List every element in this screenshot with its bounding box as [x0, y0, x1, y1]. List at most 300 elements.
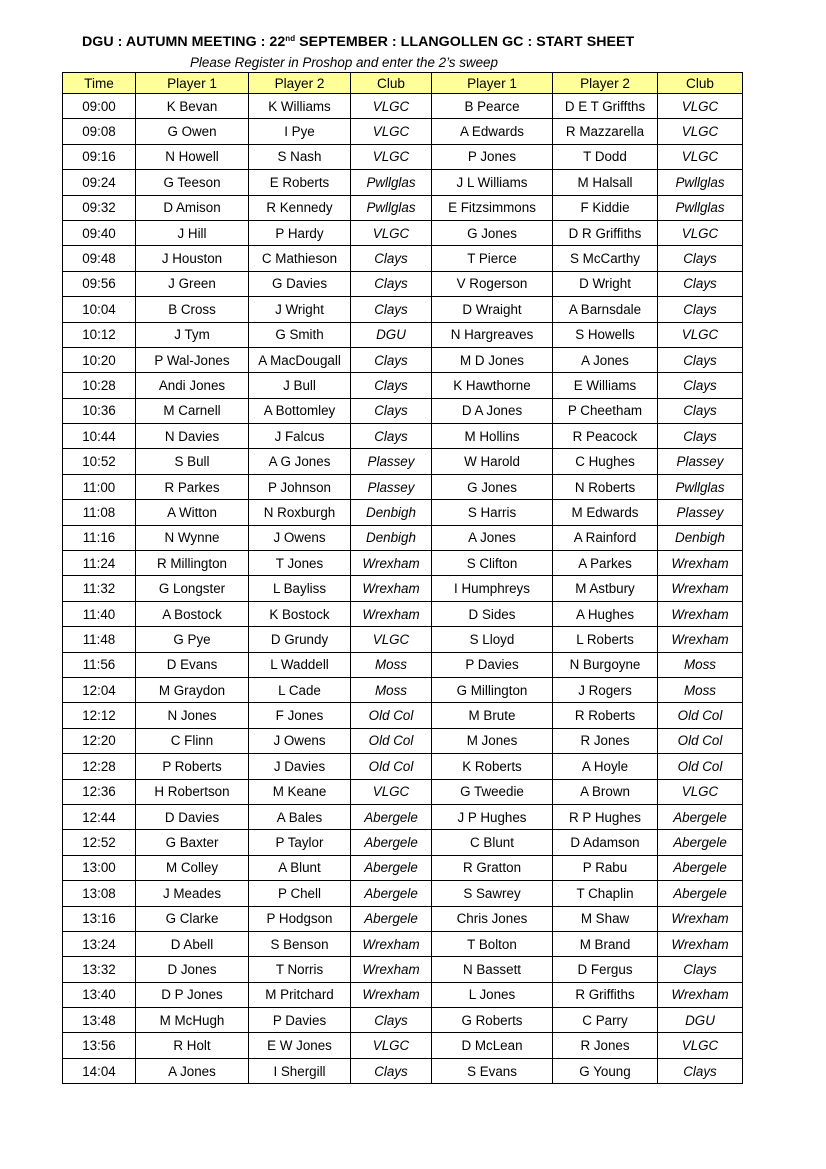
player-1-cell: J Meades — [136, 881, 249, 906]
player-1-cell: B Cross — [136, 297, 249, 322]
club-second-pair-cell: Clays — [658, 398, 743, 423]
player-1-cell: J Green — [136, 271, 249, 296]
player-2-second-pair-cell: M Astbury — [553, 576, 658, 601]
player-2-second-pair-cell: M Brand — [553, 931, 658, 956]
club-cell: Wrexham — [351, 957, 432, 982]
start-sheet-body — [63, 94, 743, 1084]
tee-time-cell: 12:36 — [63, 779, 136, 804]
player-1-second-pair-cell: D Wraight — [432, 297, 553, 322]
player-1-second-pair-cell: L Jones — [432, 982, 553, 1007]
player-1-cell: G Owen — [136, 119, 249, 144]
player-1-second-pair-cell: K Hawthorne — [432, 373, 553, 398]
player-1-second-pair-cell: D A Jones — [432, 398, 553, 423]
start-sheet-table — [62, 72, 743, 1084]
club-cell: Wrexham — [351, 931, 432, 956]
club-second-pair-cell: Clays — [658, 271, 743, 296]
club-cell: DGU — [351, 322, 432, 347]
player-2-cell: K Bostock — [249, 601, 351, 626]
club-second-pair-cell: Plassey — [658, 500, 743, 525]
club-cell: VLGC — [351, 1033, 432, 1058]
player-1-second-pair-cell: K Roberts — [432, 754, 553, 779]
player-1-second-pair-cell: T Bolton — [432, 931, 553, 956]
player-2-second-pair-cell: P Cheetham — [553, 398, 658, 423]
club-second-pair-cell: Moss — [658, 677, 743, 702]
player-2-second-pair-cell: A Jones — [553, 347, 658, 372]
table-row — [63, 322, 743, 347]
tee-time-cell: 12:20 — [63, 728, 136, 753]
player-1-second-pair-cell: V Rogerson — [432, 271, 553, 296]
club-second-pair-cell: VLGC — [658, 144, 743, 169]
player-1-second-pair-cell: N Bassett — [432, 957, 553, 982]
table-row — [63, 703, 743, 728]
tee-time-cell: 11:48 — [63, 627, 136, 652]
table-row — [63, 94, 743, 119]
table-row — [63, 474, 743, 499]
player-2-second-pair-cell: A Brown — [553, 779, 658, 804]
player-2-second-pair-cell: C Hughes — [553, 449, 658, 474]
tee-time-cell: 11:08 — [63, 500, 136, 525]
player-1-second-pair-cell: J L Williams — [432, 170, 553, 195]
club-cell: Old Col — [351, 754, 432, 779]
club-second-pair-cell: Abergele — [658, 881, 743, 906]
player-1-second-pair-cell: J P Hughes — [432, 804, 553, 829]
player-2-second-pair-cell: J Rogers — [553, 677, 658, 702]
player-1-second-pair-cell: G Jones — [432, 474, 553, 499]
tee-time-cell: 11:24 — [63, 551, 136, 576]
club-second-pair-cell: Abergele — [658, 855, 743, 880]
table-row — [63, 449, 743, 474]
player-2-cell: K Williams — [249, 94, 351, 119]
club-second-pair-cell: Old Col — [658, 703, 743, 728]
player-2-cell: T Jones — [249, 551, 351, 576]
player-2-second-pair-cell: N Roberts — [553, 474, 658, 499]
club-second-pair-cell: Wrexham — [658, 906, 743, 931]
tee-time-cell: 13:16 — [63, 906, 136, 931]
club-second-pair-cell: Wrexham — [658, 627, 743, 652]
title-text-end: SEPTEMBER : LLANGOLLEN GC : START SHEET — [295, 34, 635, 50]
table-row — [63, 398, 743, 423]
column-header-player-1-second-pair: Player 1 — [432, 73, 553, 94]
player-1-second-pair-cell: A Jones — [432, 525, 553, 550]
player-1-second-pair-cell: M Jones — [432, 728, 553, 753]
table-row — [63, 297, 743, 322]
tee-time-cell: 14:04 — [63, 1058, 136, 1083]
table-row — [63, 551, 743, 576]
player-2-second-pair-cell: M Edwards — [553, 500, 658, 525]
player-1-cell: Andi Jones — [136, 373, 249, 398]
club-second-pair-cell: DGU — [658, 1008, 743, 1033]
player-1-cell: G Clarke — [136, 906, 249, 931]
player-1-second-pair-cell: R Gratton — [432, 855, 553, 880]
club-cell: Clays — [351, 424, 432, 449]
player-2-cell: G Smith — [249, 322, 351, 347]
header-row — [63, 73, 743, 94]
player-1-cell: A Witton — [136, 500, 249, 525]
player-2-second-pair-cell: T Chaplin — [553, 881, 658, 906]
table-row — [63, 195, 743, 220]
club-second-pair-cell: Moss — [658, 652, 743, 677]
table-row — [63, 170, 743, 195]
club-cell: Abergele — [351, 830, 432, 855]
player-1-cell: M McHugh — [136, 1008, 249, 1033]
club-cell: Clays — [351, 246, 432, 271]
tee-time-cell: 13:00 — [63, 855, 136, 880]
club-cell: Wrexham — [351, 982, 432, 1007]
player-1-second-pair-cell: B Pearce — [432, 94, 553, 119]
table-row — [63, 144, 743, 169]
club-cell: Moss — [351, 652, 432, 677]
player-2-second-pair-cell: M Shaw — [553, 906, 658, 931]
club-cell: VLGC — [351, 220, 432, 245]
table-row — [63, 347, 743, 372]
table-row — [63, 906, 743, 931]
club-cell: Plassey — [351, 449, 432, 474]
club-second-pair-cell: Old Col — [658, 728, 743, 753]
player-1-cell: M Colley — [136, 855, 249, 880]
player-2-cell: P Taylor — [249, 830, 351, 855]
club-cell: VLGC — [351, 94, 432, 119]
tee-time-cell: 11:32 — [63, 576, 136, 601]
table-row — [63, 627, 743, 652]
player-1-second-pair-cell: T Pierce — [432, 246, 553, 271]
table-row — [63, 931, 743, 956]
table-row — [63, 373, 743, 398]
club-second-pair-cell: Wrexham — [658, 931, 743, 956]
player-1-cell: N Wynne — [136, 525, 249, 550]
club-second-pair-cell: Clays — [658, 424, 743, 449]
table-row — [63, 601, 743, 626]
player-2-cell: P Chell — [249, 881, 351, 906]
tee-time-cell: 13:08 — [63, 881, 136, 906]
column-header-player-2: Player 2 — [249, 73, 351, 94]
player-1-cell: D Amison — [136, 195, 249, 220]
club-cell: Pwllglas — [351, 170, 432, 195]
player-2-second-pair-cell: S McCarthy — [553, 246, 658, 271]
table-row — [63, 500, 743, 525]
player-2-cell: L Bayliss — [249, 576, 351, 601]
tee-time-cell: 09:24 — [63, 170, 136, 195]
player-2-second-pair-cell: D E T Griffths — [553, 94, 658, 119]
tee-time-cell: 12:12 — [63, 703, 136, 728]
player-1-cell: R Millington — [136, 551, 249, 576]
club-cell: Wrexham — [351, 576, 432, 601]
player-1-cell: J Hill — [136, 220, 249, 245]
player-1-cell: P Wal-Jones — [136, 347, 249, 372]
table-row — [63, 576, 743, 601]
player-1-cell: A Jones — [136, 1058, 249, 1083]
table-row — [63, 982, 743, 1007]
player-2-cell: N Roxburgh — [249, 500, 351, 525]
tee-time-cell: 09:56 — [63, 271, 136, 296]
player-2-cell: A Bottomley — [249, 398, 351, 423]
table-row — [63, 525, 743, 550]
page-title — [82, 34, 634, 50]
player-1-cell: G Teeson — [136, 170, 249, 195]
table-row — [63, 119, 743, 144]
tee-time-cell: 12:52 — [63, 830, 136, 855]
club-second-pair-cell: VLGC — [658, 322, 743, 347]
player-1-cell: D Jones — [136, 957, 249, 982]
player-2-second-pair-cell: R Peacock — [553, 424, 658, 449]
player-1-second-pair-cell: D Sides — [432, 601, 553, 626]
player-2-second-pair-cell: N Burgoyne — [553, 652, 658, 677]
player-2-cell: L Cade — [249, 677, 351, 702]
player-2-cell: M Pritchard — [249, 982, 351, 1007]
club-second-pair-cell: Clays — [658, 246, 743, 271]
tee-time-cell: 10:36 — [63, 398, 136, 423]
player-1-cell: N Howell — [136, 144, 249, 169]
club-cell: Wrexham — [351, 551, 432, 576]
club-cell: Clays — [351, 398, 432, 423]
player-1-cell: C Flinn — [136, 728, 249, 753]
player-2-second-pair-cell: F Kiddie — [553, 195, 658, 220]
tee-time-cell: 11:56 — [63, 652, 136, 677]
tee-time-cell: 12:28 — [63, 754, 136, 779]
club-second-pair-cell: Wrexham — [658, 982, 743, 1007]
player-2-second-pair-cell: M Halsall — [553, 170, 658, 195]
player-1-second-pair-cell: M D Jones — [432, 347, 553, 372]
player-2-second-pair-cell: D Wright — [553, 271, 658, 296]
tee-time-cell: 11:40 — [63, 601, 136, 626]
player-2-cell: L Waddell — [249, 652, 351, 677]
club-second-pair-cell: Plassey — [658, 449, 743, 474]
player-1-cell: D P Jones — [136, 982, 249, 1007]
column-header-club: Club — [351, 73, 432, 94]
club-cell: Pwllglas — [351, 195, 432, 220]
club-second-pair-cell: VLGC — [658, 1033, 743, 1058]
player-1-second-pair-cell: S Evans — [432, 1058, 553, 1083]
player-2-cell: I Shergill — [249, 1058, 351, 1083]
tee-time-cell: 11:16 — [63, 525, 136, 550]
player-1-cell: P Roberts — [136, 754, 249, 779]
tee-time-cell: 10:20 — [63, 347, 136, 372]
player-1-cell: N Davies — [136, 424, 249, 449]
tee-time-cell: 13:24 — [63, 931, 136, 956]
player-2-cell: A G Jones — [249, 449, 351, 474]
player-1-cell: M Carnell — [136, 398, 249, 423]
tee-time-cell: 09:40 — [63, 220, 136, 245]
player-2-second-pair-cell: R Mazzarella — [553, 119, 658, 144]
player-1-second-pair-cell: W Harold — [432, 449, 553, 474]
table-row — [63, 754, 743, 779]
player-1-cell: M Graydon — [136, 677, 249, 702]
table-row — [63, 246, 743, 271]
player-1-second-pair-cell: A Edwards — [432, 119, 553, 144]
player-1-cell: R Parkes — [136, 474, 249, 499]
player-2-cell: P Hodgson — [249, 906, 351, 931]
player-2-second-pair-cell: A Rainford — [553, 525, 658, 550]
club-cell: VLGC — [351, 119, 432, 144]
player-2-second-pair-cell: S Howells — [553, 322, 658, 347]
club-cell: Denbigh — [351, 500, 432, 525]
tee-time-cell: 10:44 — [63, 424, 136, 449]
player-1-second-pair-cell: M Brute — [432, 703, 553, 728]
player-1-second-pair-cell: D McLean — [432, 1033, 553, 1058]
player-1-second-pair-cell: S Lloyd — [432, 627, 553, 652]
player-2-second-pair-cell: R Jones — [553, 728, 658, 753]
player-2-second-pair-cell: D Adamson — [553, 830, 658, 855]
club-second-pair-cell: Clays — [658, 297, 743, 322]
player-2-cell: T Norris — [249, 957, 351, 982]
club-second-pair-cell: Pwllglas — [658, 170, 743, 195]
club-second-pair-cell: Abergele — [658, 804, 743, 829]
player-1-cell: G Pye — [136, 627, 249, 652]
tee-time-cell: 09:00 — [63, 94, 136, 119]
club-second-pair-cell: VLGC — [658, 220, 743, 245]
club-second-pair-cell: Wrexham — [658, 551, 743, 576]
table-row — [63, 830, 743, 855]
club-second-pair-cell: Clays — [658, 1058, 743, 1083]
column-header-club-second-pair: Club — [658, 73, 743, 94]
player-2-cell: C Mathieson — [249, 246, 351, 271]
player-2-cell: P Hardy — [249, 220, 351, 245]
table-row — [63, 1008, 743, 1033]
club-second-pair-cell: VLGC — [658, 119, 743, 144]
table-row — [63, 677, 743, 702]
player-1-cell: D Evans — [136, 652, 249, 677]
club-cell: Old Col — [351, 703, 432, 728]
tee-time-cell: 13:40 — [63, 982, 136, 1007]
player-2-cell: D Grundy — [249, 627, 351, 652]
club-second-pair-cell: Old Col — [658, 754, 743, 779]
player-2-cell: G Davies — [249, 271, 351, 296]
player-1-second-pair-cell: N Hargreaves — [432, 322, 553, 347]
tee-time-cell: 09:16 — [63, 144, 136, 169]
player-1-second-pair-cell: S Sawrey — [432, 881, 553, 906]
table-row — [63, 220, 743, 245]
player-2-second-pair-cell: T Dodd — [553, 144, 658, 169]
player-2-cell: P Davies — [249, 1008, 351, 1033]
tee-time-cell: 12:44 — [63, 804, 136, 829]
player-1-second-pair-cell: M Hollins — [432, 424, 553, 449]
column-header-time: Time — [63, 73, 136, 94]
club-second-pair-cell: Abergele — [658, 830, 743, 855]
club-cell: Clays — [351, 347, 432, 372]
player-1-second-pair-cell: S Clifton — [432, 551, 553, 576]
table-row — [63, 1058, 743, 1083]
club-cell: Abergele — [351, 881, 432, 906]
club-cell: Clays — [351, 373, 432, 398]
tee-time-cell: 13:32 — [63, 957, 136, 982]
tee-time-cell: 10:12 — [63, 322, 136, 347]
table-row — [63, 804, 743, 829]
player-1-second-pair-cell: S Harris — [432, 500, 553, 525]
player-2-cell: J Falcus — [249, 424, 351, 449]
player-2-cell: A Blunt — [249, 855, 351, 880]
player-1-cell: D Davies — [136, 804, 249, 829]
tee-time-cell: 10:04 — [63, 297, 136, 322]
club-cell: Abergele — [351, 906, 432, 931]
player-2-second-pair-cell: P Rabu — [553, 855, 658, 880]
table-row — [63, 271, 743, 296]
player-2-second-pair-cell: R Jones — [553, 1033, 658, 1058]
player-1-cell: H Robertson — [136, 779, 249, 804]
player-1-second-pair-cell: P Jones — [432, 144, 553, 169]
club-cell: VLGC — [351, 627, 432, 652]
player-2-cell: M Keane — [249, 779, 351, 804]
club-second-pair-cell: Denbigh — [658, 525, 743, 550]
player-1-second-pair-cell: G Roberts — [432, 1008, 553, 1033]
tee-time-cell: 12:04 — [63, 677, 136, 702]
player-2-second-pair-cell: D R Griffiths — [553, 220, 658, 245]
club-second-pair-cell: VLGC — [658, 94, 743, 119]
player-2-cell: A MacDougall — [249, 347, 351, 372]
club-cell: VLGC — [351, 144, 432, 169]
club-cell: Clays — [351, 1008, 432, 1033]
tee-time-cell: 13:56 — [63, 1033, 136, 1058]
table-row — [63, 881, 743, 906]
tee-time-cell: 09:08 — [63, 119, 136, 144]
player-1-cell: K Bevan — [136, 94, 249, 119]
player-2-cell: E W Jones — [249, 1033, 351, 1058]
player-2-cell: R Kennedy — [249, 195, 351, 220]
player-2-second-pair-cell: A Hughes — [553, 601, 658, 626]
club-cell: Plassey — [351, 474, 432, 499]
player-1-cell: J Houston — [136, 246, 249, 271]
player-2-second-pair-cell: D Fergus — [553, 957, 658, 982]
table-row — [63, 424, 743, 449]
club-second-pair-cell: Wrexham — [658, 576, 743, 601]
player-2-second-pair-cell: A Hoyle — [553, 754, 658, 779]
table-row — [63, 1033, 743, 1058]
table-row — [63, 728, 743, 753]
club-second-pair-cell: Clays — [658, 347, 743, 372]
tee-time-cell: 13:48 — [63, 1008, 136, 1033]
player-2-cell: S Nash — [249, 144, 351, 169]
player-1-second-pair-cell: P Davies — [432, 652, 553, 677]
player-2-cell: J Owens — [249, 728, 351, 753]
player-2-cell: P Johnson — [249, 474, 351, 499]
player-2-cell: A Bales — [249, 804, 351, 829]
tee-time-cell: 09:32 — [63, 195, 136, 220]
player-1-cell: G Baxter — [136, 830, 249, 855]
player-1-cell: N Jones — [136, 703, 249, 728]
player-1-cell: J Tym — [136, 322, 249, 347]
table-row — [63, 779, 743, 804]
player-2-second-pair-cell: R P Hughes — [553, 804, 658, 829]
player-2-cell: J Owens — [249, 525, 351, 550]
player-2-second-pair-cell: E Williams — [553, 373, 658, 398]
title-text-start: DGU : AUTUMN MEETING : 22 — [82, 34, 286, 50]
tee-time-cell: 10:52 — [63, 449, 136, 474]
player-1-cell: S Bull — [136, 449, 249, 474]
player-2-cell: E Roberts — [249, 170, 351, 195]
club-second-pair-cell: Clays — [658, 957, 743, 982]
club-second-pair-cell: Pwllglas — [658, 195, 743, 220]
player-1-second-pair-cell: G Tweedie — [432, 779, 553, 804]
club-cell: Clays — [351, 297, 432, 322]
player-1-cell: G Longster — [136, 576, 249, 601]
club-cell: Clays — [351, 1058, 432, 1083]
table-row — [63, 855, 743, 880]
tee-time-cell: 10:28 — [63, 373, 136, 398]
column-header-player-2-second-pair: Player 2 — [553, 73, 658, 94]
player-1-second-pair-cell: G Millington — [432, 677, 553, 702]
club-cell: Old Col — [351, 728, 432, 753]
player-1-second-pair-cell: Chris Jones — [432, 906, 553, 931]
player-1-second-pair-cell: C Blunt — [432, 830, 553, 855]
player-1-second-pair-cell: I Humphreys — [432, 576, 553, 601]
tee-time-cell: 11:00 — [63, 474, 136, 499]
club-cell: VLGC — [351, 779, 432, 804]
player-1-second-pair-cell: E Fitzsimmons — [432, 195, 553, 220]
player-2-cell: J Wright — [249, 297, 351, 322]
club-cell: Abergele — [351, 855, 432, 880]
player-1-cell: A Bostock — [136, 601, 249, 626]
player-1-cell: R Holt — [136, 1033, 249, 1058]
club-second-pair-cell: Clays — [658, 373, 743, 398]
player-2-second-pair-cell: G Young — [553, 1058, 658, 1083]
